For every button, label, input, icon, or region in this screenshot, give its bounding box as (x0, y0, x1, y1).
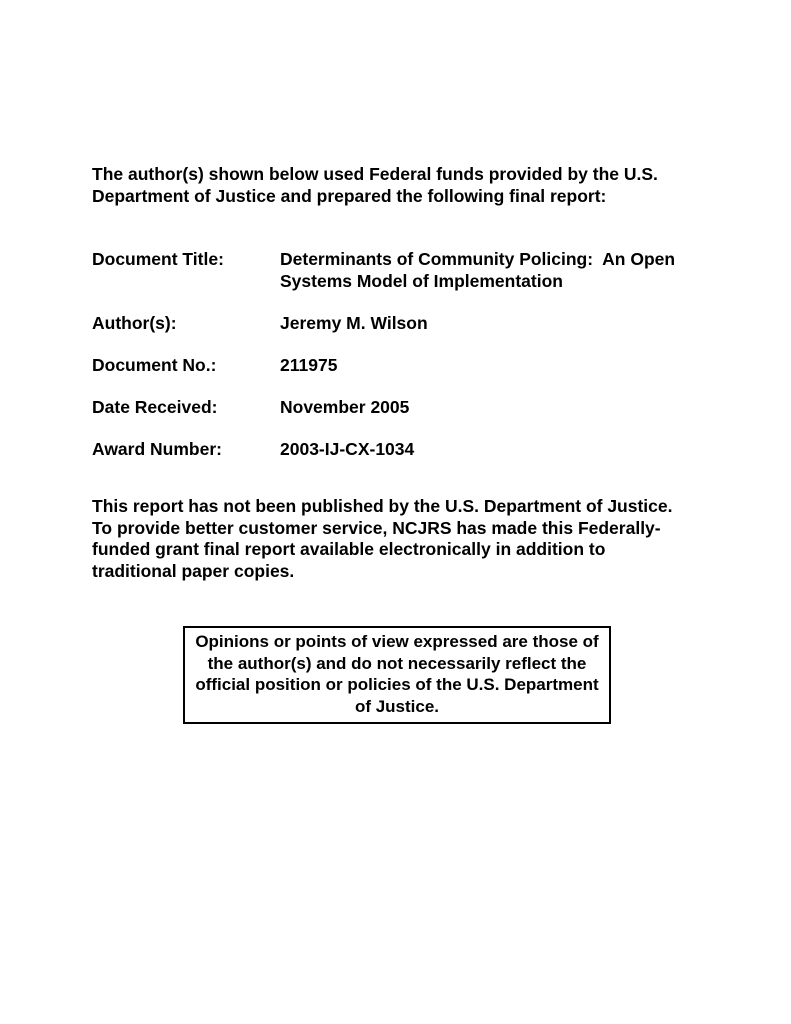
disclaimer-text: Opinions or points of view expressed are those of the author(s) and do not necessarily reflect the official position or policies of the U.S. Department of Justice. (195, 632, 599, 716)
metadata-value-date-received: November 2005 (280, 397, 410, 417)
metadata-label-authors: Author(s): (92, 313, 177, 333)
report-cover-page (92, 163, 702, 724)
metadata-value-award-number: 2003-IJ-CX-1034 (280, 439, 415, 459)
publication-notice: This report has not been published by the U.S. Department of Justice. To provide better customer service, NCJRS has made this Federally-funded grant final report available electronically in addition to traditional paper copies. (92, 496, 673, 581)
metadata-label-award-number: Award Number: (92, 439, 222, 459)
metadata-label-document-title: Document Title: (92, 249, 224, 269)
metadata-value-document-no: 211975 (280, 355, 338, 375)
metadata-value-authors: Jeremy M. Wilson (280, 313, 428, 333)
metadata-label-document-no: Document No.: (92, 355, 217, 375)
metadata-value-document-title: Determinants of Community Policing: An Open Systems Model of Implementation (280, 249, 680, 291)
intro-paragraph: The author(s) shown below used Federal funds provided by the U.S. Department of Justice and prepared the following final report: (92, 164, 658, 206)
metadata-list (92, 248, 702, 460)
disclaimer-box (183, 626, 611, 724)
metadata-label-date-received: Date Received: (92, 397, 218, 417)
